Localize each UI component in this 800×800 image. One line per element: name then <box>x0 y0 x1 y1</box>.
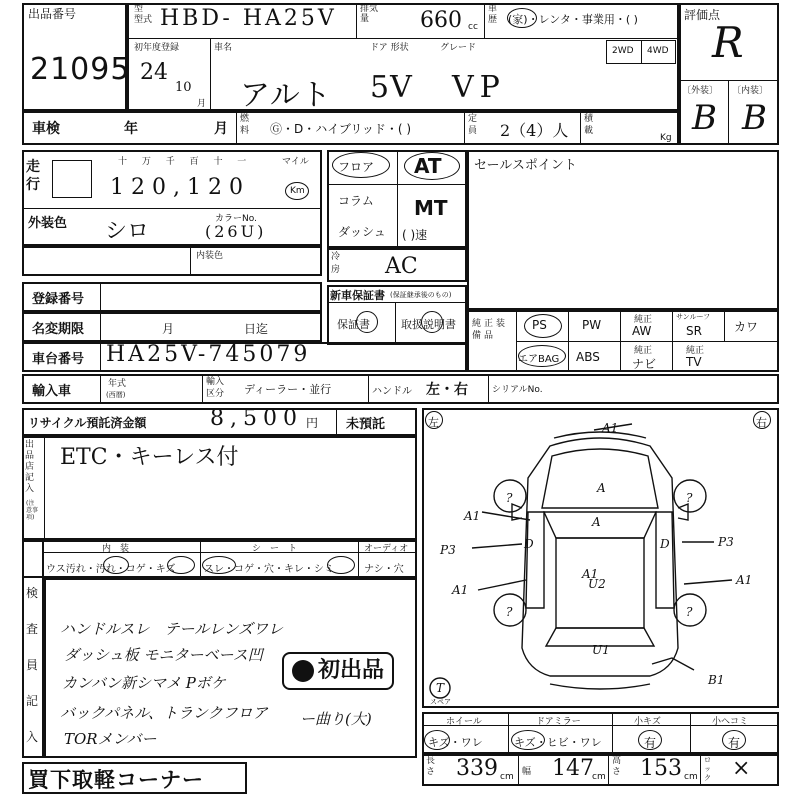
model-year-sub: (西暦) <box>106 391 126 399</box>
lock-value: × <box>732 756 751 781</box>
naiso-circle-2 <box>167 556 195 574</box>
score-label: 評価点 <box>684 8 721 22</box>
drive-2wd: 2WD <box>612 46 634 56</box>
spare-label: スペア <box>430 698 451 706</box>
interior-color-label: 内装色 <box>196 251 224 261</box>
mark-15: ? <box>686 605 693 619</box>
manual-label: 取扱説明書 <box>401 318 456 331</box>
mileage-value: 120,120 <box>110 175 250 200</box>
import-type-label: 輸入区分 <box>206 377 225 399</box>
first-reg-month: 10 <box>175 80 192 95</box>
mark-1: A <box>597 481 606 495</box>
smile-icon <box>292 660 314 682</box>
small-dent-value: 有 <box>728 736 741 750</box>
diagram-right-label: 右 <box>756 416 767 429</box>
mileage-check-box[interactable] <box>52 160 92 198</box>
small-scratch-label: 小キズ <box>634 717 661 727</box>
front-bumper <box>554 432 646 438</box>
notes-text: ETC・キーレス付 <box>60 445 239 470</box>
mark-4: A1 <box>736 573 753 587</box>
shift-dash: ダッシュ <box>338 225 386 239</box>
mark-7: U2 <box>588 577 606 591</box>
equip-ps-circle <box>524 314 562 338</box>
notes-side-label: 出品店記入 <box>25 440 35 494</box>
mark-11: P3 <box>718 535 734 549</box>
equip-tv: TV <box>686 355 702 369</box>
km-unit: Km <box>290 186 305 196</box>
import-label: 輸入車 <box>32 384 72 399</box>
lot-number: 21095 <box>30 52 131 87</box>
height-unit: cm <box>684 772 698 782</box>
warranty-label: 新車保証書 <box>330 289 385 302</box>
interior-color-box <box>22 246 322 276</box>
reg-no-label: 登録番号 <box>32 292 85 307</box>
equip-abs: ABS <box>576 350 600 364</box>
exterior-color: シロ <box>105 219 150 244</box>
handle-options: 左・右 <box>426 382 468 398</box>
km-circle <box>285 182 309 200</box>
recycle-unpaid: 未預託 <box>346 417 386 432</box>
seat-circle-1 <box>202 556 236 574</box>
name-change-day: 日迄 <box>244 322 269 336</box>
warranty-note: (保証継承後のもの) <box>390 291 452 299</box>
mark-3: A1 <box>464 509 481 523</box>
warranty-circle <box>356 311 378 333</box>
car-name: アルト <box>240 78 332 113</box>
equip-aw-top: 純正 <box>634 315 653 325</box>
inspector-line-4: バックパネル、トランクフロア <box>60 704 268 722</box>
mark-2: A <box>592 515 601 529</box>
manual-circle <box>421 311 443 333</box>
mark-0: A1 <box>602 421 619 435</box>
first-reg-month-unit: 月 <box>197 99 207 109</box>
fuel-options: Ⓖ・D・ハイブリッド・( ) <box>270 122 412 136</box>
kg-unit: Kg <box>660 133 672 143</box>
seat-items: スレ・コゲ・穴・キレ・シミ <box>204 564 334 575</box>
equipment-label: 純正装備品 <box>472 319 509 341</box>
capacity-label: 定員 <box>468 114 478 136</box>
diagram-left-label: 左 <box>428 416 439 429</box>
fuel-label: 燃料 <box>240 114 250 136</box>
wheel-label: ホイール <box>446 717 482 727</box>
width-unit: cm <box>592 772 606 782</box>
displacement-value: 660 <box>420 8 462 33</box>
car-name-label: 車名 <box>214 43 233 53</box>
audio-header: オーディオ <box>364 544 409 554</box>
small-scratch-value: 有 <box>644 736 657 750</box>
equip-airbag: エアBAG <box>518 354 560 365</box>
model-year-label: 年式 <box>108 379 127 389</box>
sales-point-label: セールスポイント <box>474 158 577 173</box>
width-label: 幅 <box>522 767 532 777</box>
shaken-label: 車検 <box>32 121 60 137</box>
interior-grade: B <box>742 98 767 138</box>
mark-18: T <box>436 681 445 695</box>
history-label: 車歴 <box>488 4 498 25</box>
inspector-line-1: ハンドルスレ テールレンズワレ <box>60 620 284 638</box>
recycle-amount: 8,500 <box>210 406 303 431</box>
chassis-no: HA25V-745079 <box>106 342 311 367</box>
length-label: 長さ <box>426 756 436 777</box>
mark-10: P3 <box>440 543 456 557</box>
displacement-label: 排気量 <box>360 4 379 24</box>
audio-items: ナシ・穴 <box>364 564 404 575</box>
import-type-options: ディーラー・並行 <box>244 383 332 396</box>
seat-header: シ ー ト <box>252 544 298 554</box>
mark-14: ? <box>506 605 513 619</box>
rear-bumper <box>550 684 650 689</box>
equip-navi-top: 純正 <box>634 346 653 356</box>
interior-grade-label: 〔内装〕 <box>732 86 769 96</box>
mirror-label: ドアミラー <box>536 717 581 727</box>
small-dent-label: 小ヘコミ <box>712 717 749 727</box>
length-value: 339 <box>456 756 498 781</box>
load-label: 積載 <box>584 114 594 136</box>
equip-sr: SR <box>686 324 702 338</box>
capacity-value: 2（4）人 <box>500 121 569 140</box>
speed-label: ( )速 <box>402 228 428 242</box>
mark-12: ? <box>506 491 513 505</box>
chassis-label: 車台番号 <box>32 352 85 367</box>
name-change-label: 名変期限 <box>32 322 85 337</box>
car-doors: 5V <box>370 70 413 105</box>
car-left-door <box>526 512 544 608</box>
trans-mt: MT <box>414 196 448 220</box>
car-grade: VP <box>452 70 506 105</box>
notes-side-sub: (注意事項) <box>26 500 39 521</box>
equip-leather: カワ <box>734 320 759 334</box>
mark-9: B1 <box>708 673 725 687</box>
inspector-line-2: ダッシュ板 モニターベース凹 <box>64 646 263 664</box>
car-hood <box>542 449 658 508</box>
equip-airbag-circle <box>518 345 566 367</box>
first-reg-year: 24 <box>140 60 168 85</box>
mark-16: D <box>524 537 534 551</box>
equip-navi: ナビ <box>632 357 657 371</box>
recycle-label: リサイクル預託済金額 <box>28 416 147 430</box>
score-value: R <box>712 18 744 67</box>
car-diagram <box>422 408 779 708</box>
mile-label: マイル <box>282 157 309 167</box>
model-label: 型 型式 <box>134 4 153 25</box>
trans-at-circle <box>404 152 460 180</box>
car-right-door <box>656 512 674 608</box>
exterior-color-label: 外装色 <box>28 216 68 231</box>
inspector-line-6: ー曲り(大) <box>300 710 372 728</box>
mark-13: ? <box>686 491 693 505</box>
shift-floor: フロア <box>338 160 375 174</box>
shift-floor-circle <box>332 152 390 178</box>
height-value: 153 <box>640 756 682 781</box>
history-selected-circle <box>507 8 537 28</box>
cooler-label: 冷房 <box>331 252 341 275</box>
inspector-line-3: カンバン新シマメ Pボケ <box>62 674 226 692</box>
shaken-month-label: 月 <box>214 121 228 137</box>
length-unit: cm <box>500 772 514 782</box>
recycle-yen: 円 <box>306 416 319 430</box>
equip-sr-top: サンルーフ <box>676 313 711 321</box>
cc-unit: cc <box>468 22 478 32</box>
naiso-items: ウス汚れ・汚れ・コゲ・キズ <box>46 564 176 575</box>
footer-corner-text: 買下取軽コーナー <box>28 768 204 792</box>
shaken-year-label: 年 <box>124 121 138 137</box>
inspector-line-5: TORメンバー <box>64 730 157 748</box>
name-change-month: 月 <box>162 322 175 336</box>
height-label: 高さ <box>612 756 622 777</box>
history-options: (家)・レンタ・事業用・( ) <box>508 13 638 26</box>
first-reg-label: 初年度登録 <box>134 43 180 53</box>
mark-8: U1 <box>592 643 610 657</box>
equip-ps: PS <box>532 318 547 332</box>
color-no-label: カラーNo. <box>215 214 257 224</box>
cooler-value: AC <box>385 254 418 279</box>
grade-label: グレード <box>440 43 477 53</box>
handle-label: ハンドル <box>372 386 412 397</box>
mark-6: A1 <box>582 567 599 581</box>
first-listing-stamp: 初出品 <box>282 652 394 690</box>
mark-5: A1 <box>452 583 469 597</box>
seat-circle-2 <box>327 556 355 574</box>
lot-label: 出品番号 <box>28 7 77 21</box>
equip-tv-top: 純正 <box>686 346 705 356</box>
drive-4wd: 4WD <box>647 46 669 56</box>
car-body-outline <box>522 438 678 676</box>
mileage-label: 走行 <box>26 159 40 193</box>
model-code: HBD- HA25V <box>160 6 337 31</box>
door-label: ドア 形状 <box>370 43 409 53</box>
exterior-grade-label: 〔外装〕 <box>682 86 719 96</box>
mileage-digit-headers: 十 万 千 百 十 一 <box>118 157 253 167</box>
trans-at: AT <box>414 154 442 178</box>
wheel-items: キズ・ワレ <box>428 736 483 749</box>
mirror-items: キズ・ヒビ・ワレ <box>514 736 602 749</box>
naiso-header: 内 装 <box>102 544 130 554</box>
width-value: 147 <box>552 756 594 781</box>
color-no: (26U) <box>205 222 267 241</box>
inspector-side-label: 検査員記入 <box>26 586 39 744</box>
shift-column: コラム <box>338 194 374 208</box>
equip-aw: AW <box>632 324 652 338</box>
naiso-circle-1 <box>103 556 129 574</box>
sales-point-box <box>467 150 779 310</box>
lock-label: ロック <box>704 756 711 782</box>
serial-label: シリアルNo. <box>492 385 543 395</box>
mark-17: D <box>660 537 670 551</box>
warranty-yes: 保証書 <box>337 318 370 331</box>
exterior-grade: B <box>692 98 717 138</box>
equip-pw: PW <box>582 318 602 332</box>
